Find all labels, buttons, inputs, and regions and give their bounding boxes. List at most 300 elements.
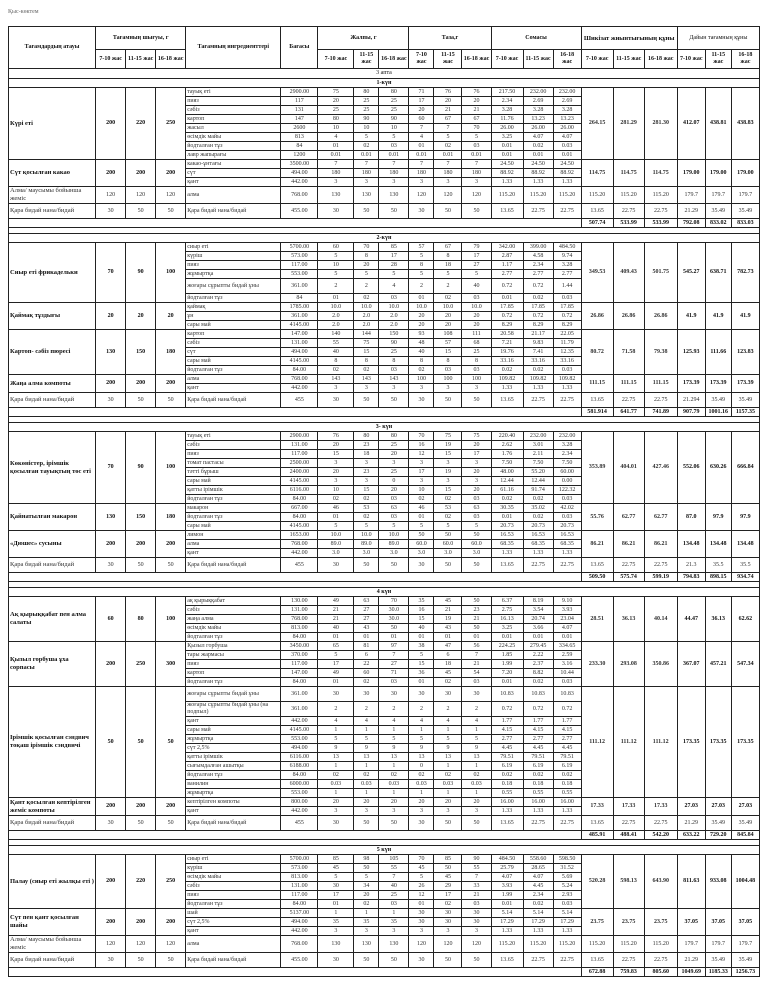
- table-row: [9, 330, 760, 339]
- net-weight: 50: [434, 558, 462, 573]
- table-row: [9, 303, 760, 312]
- ingredient-sum: 1.33: [523, 384, 553, 393]
- table-row: [9, 558, 760, 573]
- gross-weight: 50: [379, 624, 409, 633]
- dish-output: 20: [126, 303, 156, 330]
- net-weight: 3: [462, 459, 491, 468]
- ingredient-sum: 109.82: [523, 375, 553, 384]
- dish-output: 50: [156, 204, 186, 219]
- net-weight: 63: [462, 504, 491, 513]
- final-cost-total: 811.63: [677, 855, 705, 909]
- raw-cost-total: 86.21: [613, 531, 644, 558]
- ingredient-sum: 8.29: [553, 321, 581, 330]
- ingredient-sum: 0.02: [523, 142, 553, 151]
- net-weight: 70: [462, 124, 491, 133]
- net-weight: 7: [409, 124, 434, 133]
- ingredient-name: жұмыртқа: [186, 789, 281, 798]
- final-cost-total: 27.03: [677, 798, 705, 816]
- gross-weight: 10: [379, 124, 409, 133]
- final-cost-total: 35.49: [705, 953, 731, 968]
- gross-weight: 1: [354, 762, 379, 771]
- age-gross-3: 16-18 жас: [379, 50, 409, 69]
- ingredient-price: 131.00: [281, 882, 318, 891]
- day-label: 1-күн: [9, 79, 760, 88]
- dish-output: 120: [96, 936, 126, 953]
- gross-weight: 49: [318, 597, 354, 606]
- net-weight: 30: [434, 687, 462, 702]
- raw-cost-total: 26.86: [644, 303, 677, 330]
- ingredient-sum: 17.29: [553, 918, 581, 927]
- final-cost-total: 111.66: [705, 330, 731, 375]
- net-weight: 2: [409, 279, 434, 294]
- ingredient-price: 768.00: [281, 936, 318, 953]
- ingredient-name: сүт 2,5%: [186, 918, 281, 927]
- gross-weight: 30: [379, 687, 409, 702]
- net-weight: 120: [434, 187, 462, 204]
- ingredient-sum: 28.65: [523, 864, 553, 873]
- gross-weight: 3: [379, 927, 409, 936]
- ingredient-name: алма: [186, 540, 281, 549]
- gross-weight: 46: [318, 504, 354, 513]
- col-ingredients: Тағамның ингредиенттері: [186, 27, 281, 69]
- dish-output: 200: [96, 531, 126, 558]
- day-total-value: 672.88: [581, 968, 613, 977]
- dish-output: 220: [126, 855, 156, 909]
- dish-output: 130: [96, 330, 126, 375]
- ingredient-name: Қара бидай нана/бидай: [186, 393, 281, 408]
- final-cost-total: 21.3: [677, 558, 705, 573]
- net-weight: 02: [462, 771, 491, 780]
- net-weight: 50: [434, 204, 462, 219]
- ingredient-sum: 0.01: [491, 678, 523, 687]
- ingredient-sum: 33.16: [553, 357, 581, 366]
- ingredient-sum: 232.00: [523, 432, 553, 441]
- net-weight: 0.03: [409, 780, 434, 789]
- net-weight: 13: [409, 753, 434, 762]
- ingredient-sum: 1.33: [553, 178, 581, 187]
- ingredient-sum: 4.07: [523, 133, 553, 142]
- raw-cost-total: 409.43: [613, 243, 644, 303]
- ingredient-name: ұн: [186, 312, 281, 321]
- ingredient-price: 6188.00: [281, 762, 318, 771]
- age-net-2: 11-15 жас: [434, 50, 462, 69]
- ingredient-sum: 68.35: [553, 540, 581, 549]
- gross-weight: 02: [354, 678, 379, 687]
- ingredient-sum: 2.11: [523, 450, 553, 459]
- ingredient-sum: 91.74: [523, 486, 553, 495]
- net-weight: 6: [434, 651, 462, 660]
- ingredient-price: 768.00: [281, 187, 318, 204]
- dish-output: 130: [96, 504, 126, 531]
- gross-weight: 03: [379, 142, 409, 151]
- ingredient-name: жұмыртқа: [186, 735, 281, 744]
- ingredient-sum: 4.15: [491, 726, 523, 735]
- raw-cost-total: 86.21: [644, 531, 677, 558]
- dish-name: Күрі еті: [9, 88, 96, 160]
- ingredient-sum: 16.13: [491, 615, 523, 624]
- dish-name: Жаңа алма компоты: [9, 375, 96, 393]
- ingredient-price: 768.00: [281, 540, 318, 549]
- raw-cost-total: 114.75: [613, 160, 644, 187]
- dish-output: 30: [96, 204, 126, 219]
- ingredient-price: 361.00: [281, 687, 318, 702]
- ingredient-price: 84.00: [281, 900, 318, 909]
- day-label: 2-күн: [9, 234, 760, 243]
- net-weight: 20: [409, 321, 434, 330]
- gross-weight: 80: [379, 432, 409, 441]
- day-total-value: 1049.69: [677, 968, 705, 977]
- ingredient-sum: 1.77: [491, 717, 523, 726]
- ingredient-name: йодталған тұз: [186, 294, 281, 303]
- ingredient-sum: 2.62: [491, 441, 523, 450]
- final-cost-total: 173.39: [677, 375, 705, 393]
- gross-weight: 30: [318, 882, 354, 891]
- gross-weight: 1: [379, 789, 409, 798]
- age-net-1: 7-10 жас: [409, 50, 434, 69]
- net-weight: 20: [462, 97, 491, 106]
- table-row: [9, 687, 760, 702]
- ingredient-price: 5137.00: [281, 909, 318, 918]
- ingredient-name: сығымдалған ашытқы: [186, 762, 281, 771]
- gross-weight: 21: [318, 615, 354, 624]
- net-weight: 35: [409, 597, 434, 606]
- gross-weight: 5: [318, 735, 354, 744]
- dish-output: 50: [156, 558, 186, 573]
- ingredient-sum: 0.18: [491, 780, 523, 789]
- net-weight: 120: [434, 936, 462, 953]
- dish-output: 200: [126, 531, 156, 558]
- gross-weight: 0.03: [318, 780, 354, 789]
- net-weight: 120: [462, 187, 491, 204]
- net-weight: 7: [434, 160, 462, 169]
- ingredient-name: пияз: [186, 660, 281, 669]
- net-weight: 60.0: [434, 540, 462, 549]
- gross-weight: 1: [354, 789, 379, 798]
- gross-weight: 140: [318, 330, 354, 339]
- gross-weight: 25: [379, 441, 409, 450]
- gross-weight: 02: [318, 366, 354, 375]
- net-weight: 20: [462, 798, 491, 807]
- ingredient-sum: 115.20: [553, 187, 581, 204]
- net-weight: 29: [434, 882, 462, 891]
- gross-weight: 49: [318, 669, 354, 678]
- gross-weight: 6: [354, 651, 379, 660]
- net-weight: 30: [409, 918, 434, 927]
- dish-output: 200: [96, 375, 126, 393]
- dish-output: 50: [126, 816, 156, 831]
- net-weight: 20: [434, 312, 462, 321]
- ingredient-name: пияз: [186, 261, 281, 270]
- gross-weight: 03: [379, 294, 409, 303]
- day-total-value: 934.74: [731, 573, 759, 582]
- net-weight: 9: [462, 744, 491, 753]
- raw-cost-total: 111.15: [613, 375, 644, 393]
- gross-weight: 25: [379, 97, 409, 106]
- net-weight: 50: [462, 816, 491, 831]
- gross-weight: 9: [318, 744, 354, 753]
- ingredient-name: сары май: [186, 357, 281, 366]
- net-weight: 100: [462, 375, 491, 384]
- day-total-value: 575.74: [613, 573, 644, 582]
- gross-weight: 0.01: [318, 151, 354, 160]
- ingredient-sum: 3.28: [553, 261, 581, 270]
- ingredient-name: қант: [186, 807, 281, 816]
- ingredient-price: 6116.00: [281, 486, 318, 495]
- gross-weight: 3: [354, 178, 379, 187]
- gross-weight: 10: [318, 261, 354, 270]
- gross-weight: 150: [379, 330, 409, 339]
- ingredient-price: 3500.00: [281, 160, 318, 169]
- raw-cost-total: 23.75: [581, 909, 613, 936]
- net-weight: 21: [434, 606, 462, 615]
- age-output-2: 11-15 жас: [126, 50, 156, 69]
- gross-weight: 60: [354, 669, 379, 678]
- table-row: [9, 816, 760, 831]
- net-weight: 5: [462, 270, 491, 279]
- raw-cost-total: 79.38: [644, 330, 677, 375]
- age-gross-1: 7-10 жас: [318, 50, 354, 69]
- ingredient-sum: 232.00: [553, 88, 581, 97]
- ingredient-sum: 61.16: [491, 486, 523, 495]
- gross-weight: 27: [379, 660, 409, 669]
- raw-cost-total: 22.75: [644, 558, 677, 573]
- ingredient-name: жасыл: [186, 124, 281, 133]
- ingredient-sum: 12.44: [523, 477, 553, 486]
- net-weight: 60: [409, 115, 434, 124]
- net-weight: 15: [434, 486, 462, 495]
- net-weight: 12: [409, 891, 434, 900]
- gross-weight: 20: [379, 798, 409, 807]
- gross-weight: 23: [354, 441, 379, 450]
- table-row: [9, 504, 760, 513]
- gross-weight: 3: [379, 807, 409, 816]
- gross-weight: 50: [379, 953, 409, 968]
- ingredient-sum: 22.75: [523, 204, 553, 219]
- net-weight: 3: [409, 477, 434, 486]
- gross-weight: 4: [318, 133, 354, 142]
- net-weight: 8: [434, 357, 462, 366]
- ingredient-price: 2400.00: [281, 468, 318, 477]
- final-cost-total: 35.49: [705, 393, 731, 408]
- gross-weight: 13: [354, 753, 379, 762]
- net-weight: 16: [409, 606, 434, 615]
- ingredient-sum: 16.00: [523, 798, 553, 807]
- net-weight: 17: [462, 450, 491, 459]
- ingredient-sum: 8.29: [491, 321, 523, 330]
- net-weight: 5: [462, 133, 491, 142]
- ingredient-sum: 9.10: [553, 597, 581, 606]
- ingredient-price: 455.00: [281, 953, 318, 968]
- gross-weight: 03: [379, 513, 409, 522]
- raw-cost-total: 13.65: [581, 816, 613, 831]
- raw-cost-total: 111.12: [581, 687, 613, 798]
- ingredient-price: 5700.00: [281, 855, 318, 864]
- gross-weight: 5: [354, 735, 379, 744]
- ingredient-price: 361.00: [281, 279, 318, 294]
- net-weight: 7: [462, 160, 491, 169]
- gross-weight: 71: [379, 669, 409, 678]
- net-weight: 2: [434, 279, 462, 294]
- ingredient-name: йодталған тұз: [186, 495, 281, 504]
- net-weight: 2: [434, 702, 462, 717]
- ingredient-sum: 558.60: [523, 855, 553, 864]
- ingredient-name: пияз: [186, 891, 281, 900]
- ingredient-name: сәбіз: [186, 339, 281, 348]
- dish-name: Ірімшік қосылған сэндвич тоқаш ірімшік сэндвичі: [9, 687, 96, 798]
- ingredient-name: йодталған тұз: [186, 513, 281, 522]
- ingredient-sum: 11.76: [491, 115, 523, 124]
- raw-cost-total: 427.46: [644, 432, 677, 504]
- ingredient-price: 553.00: [281, 735, 318, 744]
- gross-weight: 5: [318, 651, 354, 660]
- gross-weight: 4: [318, 717, 354, 726]
- ingredient-sum: 0.02: [523, 366, 553, 375]
- net-weight: 15: [434, 348, 462, 357]
- net-weight: 1: [434, 762, 462, 771]
- gross-weight: 50: [354, 558, 379, 573]
- dish-output: 20: [156, 303, 186, 330]
- ingredient-sum: 2.22: [523, 651, 553, 660]
- net-weight: 01: [409, 142, 434, 151]
- table-row: [9, 160, 760, 169]
- net-weight: 30: [434, 909, 462, 918]
- final-cost-total: 179.7: [677, 187, 705, 204]
- final-cost-total: 97.9: [731, 504, 759, 531]
- gross-weight: 75: [318, 88, 354, 97]
- ingredient-sum: 3.28: [553, 106, 581, 115]
- gross-weight: 1: [354, 726, 379, 735]
- final-cost-total: 933.08: [705, 855, 731, 909]
- ingredient-sum: 2.34: [553, 450, 581, 459]
- ingredient-price: 147.00: [281, 669, 318, 678]
- net-weight: 48: [409, 339, 434, 348]
- net-weight: 01: [462, 633, 491, 642]
- gross-weight: 23: [354, 468, 379, 477]
- net-weight: 21: [462, 660, 491, 669]
- gross-weight: 15: [354, 348, 379, 357]
- ingredient-sum: 10.83: [491, 687, 523, 702]
- dish-output: 70: [96, 243, 126, 303]
- net-weight: 45: [409, 864, 434, 873]
- ingredient-price: 455: [281, 393, 318, 408]
- ingredient-sum: 0.72: [523, 312, 553, 321]
- gross-weight: 17: [318, 891, 354, 900]
- gross-weight: 1: [379, 726, 409, 735]
- final-cost-total: 35.5: [705, 558, 731, 573]
- gross-weight: 40: [318, 624, 354, 633]
- net-weight: 1: [462, 762, 491, 771]
- table-row: [9, 798, 760, 807]
- net-weight: 57: [409, 243, 434, 252]
- day-total-value: 898.15: [705, 573, 731, 582]
- final-cost-total: 35.49: [705, 204, 731, 219]
- net-weight: 20: [462, 441, 491, 450]
- net-weight: 3: [434, 178, 462, 187]
- age-final-cost-2: 11-15 жас: [705, 50, 731, 69]
- gross-weight: 180: [379, 169, 409, 178]
- ingredient-name: қаймақ: [186, 303, 281, 312]
- ingredient-sum: 88.92: [491, 169, 523, 178]
- gross-weight: 2.0: [354, 321, 379, 330]
- net-weight: 20: [462, 468, 491, 477]
- net-weight: 15: [434, 450, 462, 459]
- gross-weight: 01: [318, 513, 354, 522]
- net-weight: 01: [409, 900, 434, 909]
- table-row: [9, 642, 760, 651]
- ingredient-sum: 0.03: [553, 678, 581, 687]
- ingredient-price: 442.00: [281, 549, 318, 558]
- ingredient-sum: 115.20: [491, 187, 523, 204]
- day-total-blank: [9, 831, 582, 840]
- net-weight: 30: [409, 909, 434, 918]
- ingredient-price: 131: [281, 106, 318, 115]
- net-weight: 8: [409, 261, 434, 270]
- gross-weight: 55: [318, 339, 354, 348]
- raw-cost-total: 23.75: [644, 909, 677, 936]
- ingredient-sum: 79.51: [523, 753, 553, 762]
- net-weight: 0.03: [434, 780, 462, 789]
- day-total-value: 641.77: [613, 408, 644, 417]
- net-weight: 03: [462, 513, 491, 522]
- net-weight: 17: [434, 891, 462, 900]
- dish-output: 90: [126, 432, 156, 504]
- ingredient-price: 130.00: [281, 597, 318, 606]
- final-cost-total: 179.7: [677, 936, 705, 953]
- net-weight: 21: [462, 891, 491, 900]
- gross-weight: 01: [318, 142, 354, 151]
- net-weight: 53: [434, 504, 462, 513]
- raw-cost-total: 281.29: [613, 88, 644, 160]
- gross-weight: 5: [354, 133, 379, 142]
- ingredient-name: сүт: [186, 169, 281, 178]
- final-cost-total: 27.03: [705, 798, 731, 816]
- gross-weight: 50: [354, 864, 379, 873]
- raw-cost-total: 349.53: [581, 243, 613, 303]
- dish-output: 30: [96, 558, 126, 573]
- ingredient-sum: 1.33: [491, 549, 523, 558]
- net-weight: 5: [434, 735, 462, 744]
- ingredient-price: 813.00: [281, 624, 318, 633]
- dish-output: 70: [96, 432, 126, 504]
- ingredient-name: лавр жапырағы: [186, 151, 281, 160]
- raw-cost-total: 36.13: [613, 597, 644, 642]
- gross-weight: 8: [354, 357, 379, 366]
- ingredient-name: өсімдік майы: [186, 624, 281, 633]
- net-weight: 180: [462, 169, 491, 178]
- ingredient-sum: 7.41: [523, 348, 553, 357]
- net-weight: 3: [462, 178, 491, 187]
- final-cost-total: 41.9: [677, 303, 705, 330]
- gross-weight: 40: [318, 348, 354, 357]
- dish-name: Сүт пен қант қосылған шайы: [9, 909, 96, 936]
- dish-output: 120: [126, 936, 156, 953]
- day-total-value: 1001.16: [705, 408, 731, 417]
- ingredient-sum: 3.28: [491, 106, 523, 115]
- net-weight: 5: [409, 252, 434, 261]
- gross-weight: 20: [318, 441, 354, 450]
- net-weight: 18: [434, 261, 462, 270]
- dish-output: 250: [156, 88, 186, 160]
- ingredient-sum: 2.69: [523, 97, 553, 106]
- net-weight: 47: [434, 642, 462, 651]
- final-cost-total: 173.39: [731, 375, 759, 393]
- net-weight: 5: [409, 651, 434, 660]
- net-weight: 57: [434, 339, 462, 348]
- ingredient-name: тауық еті: [186, 88, 281, 97]
- ingredient-sum: 3.25: [491, 133, 523, 142]
- gross-weight: 01: [318, 294, 354, 303]
- ingredient-sum: 0.02: [523, 495, 553, 504]
